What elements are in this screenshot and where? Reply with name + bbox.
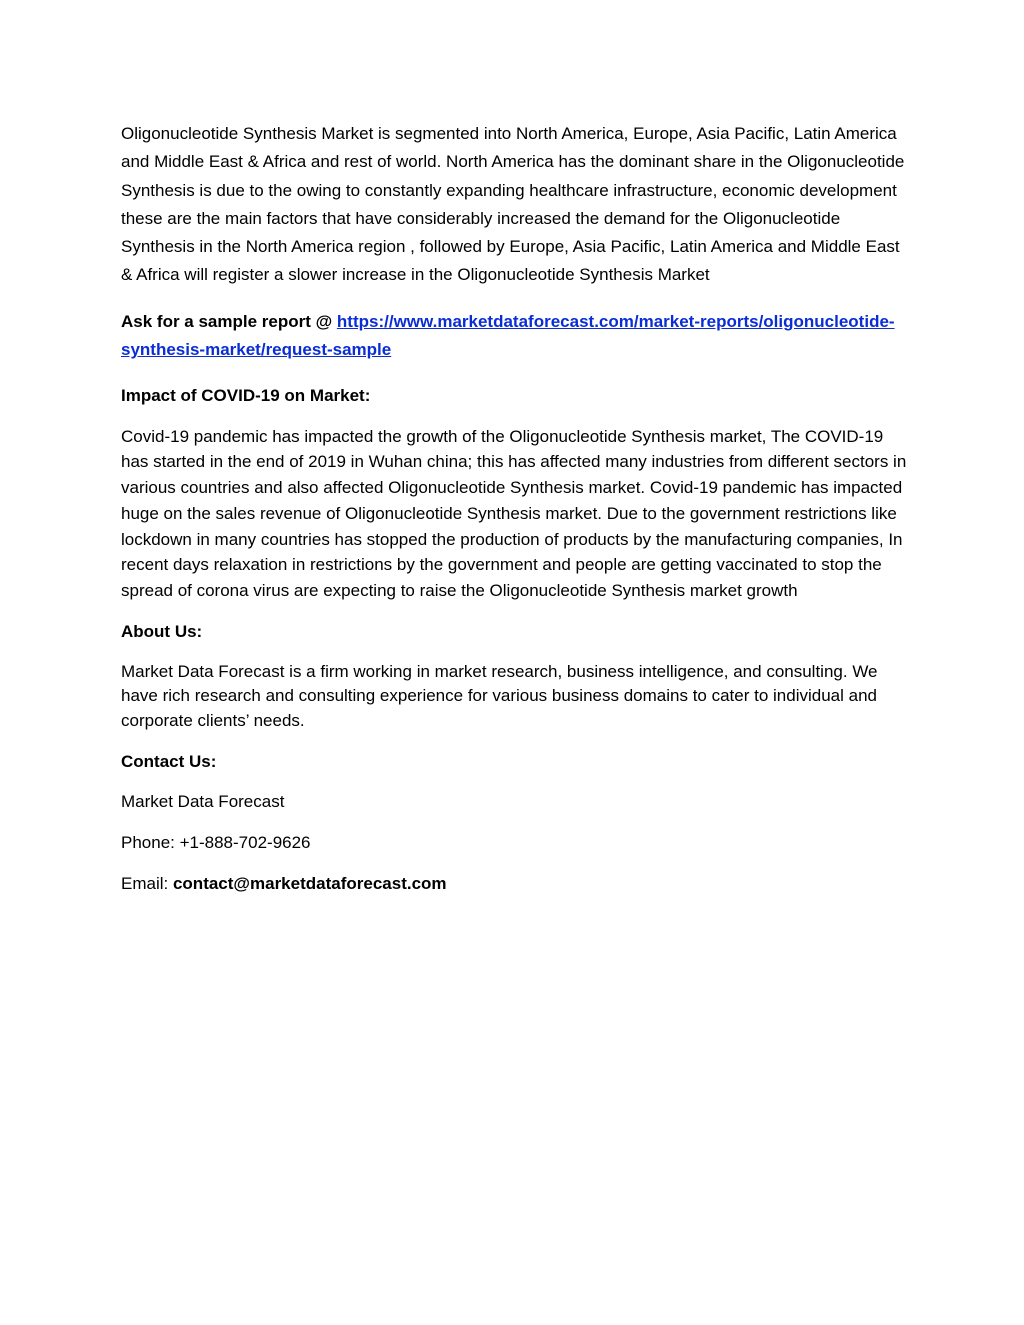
covid-heading: Impact of COVID-19 on Market: xyxy=(121,385,371,405)
phone-line: Phone: +1-888-702-9626 xyxy=(121,832,311,852)
intro-paragraph: Oligonucleotide Synthesis Market is segmented into North America, Europe, Asia Pacific, Latin America and Middle East & Africa and rest of world. North America has the dominant share in the Oligonucleotide Synthesis is due to the owing to constantly expanding healthcare infrastructure, economic development these are the main factors that have considerably increased the demand for the Oligonucleotide Synthesis in the North America region , followed by Europe, Asia Pacific, Latin America and Middle East & Africa will register a slower increase in the Oligonucleotide Synthesis Market xyxy=(121,124,905,285)
about-paragraph: Market Data Forecast is a firm working in market research, business intelligence, and consulting. We have rich research and consulting experience for various business domains to cater to individual and corporate clients’ needs. xyxy=(121,661,878,731)
company-name: Market Data Forecast xyxy=(121,791,285,811)
email-address[interactable]: contact@marketdataforecast.com xyxy=(172,873,447,893)
document-page xyxy=(121,120,911,913)
email-label: Email: xyxy=(121,873,173,893)
covid-paragraph: Covid-19 pandemic has impacted the growth of the Oligonucleotide Synthesis market, The COVID-19 has started in the end of 2019 in Wuhan china; this has affected many industries from different sectors in various countries and also affected Oligonucleotide Synthesis market. Covid-19 pandemic has impacted huge on the sales revenue of Oligonucleotide Synthesis market. Due to the government restrictions like lockdown in many countries has stopped the production of products by the manufacturing companies, In recent days relaxation in restrictions by the government and people are getting vaccinated to stop the spread of corona virus are expecting to raise the Oligonucleotide Synthesis market growth xyxy=(121,426,907,600)
sample-report-label: Ask for a sample report @ xyxy=(121,311,337,331)
email-line xyxy=(121,872,911,896)
sample-report-link[interactable]: https://www.marketdataforecast.com/market-reports/oligonucleotide-synthesis-market/request-sample xyxy=(121,311,895,359)
sample-report-line xyxy=(121,308,911,364)
about-heading: About Us: xyxy=(121,621,203,641)
contact-heading: Contact Us: xyxy=(121,751,217,771)
